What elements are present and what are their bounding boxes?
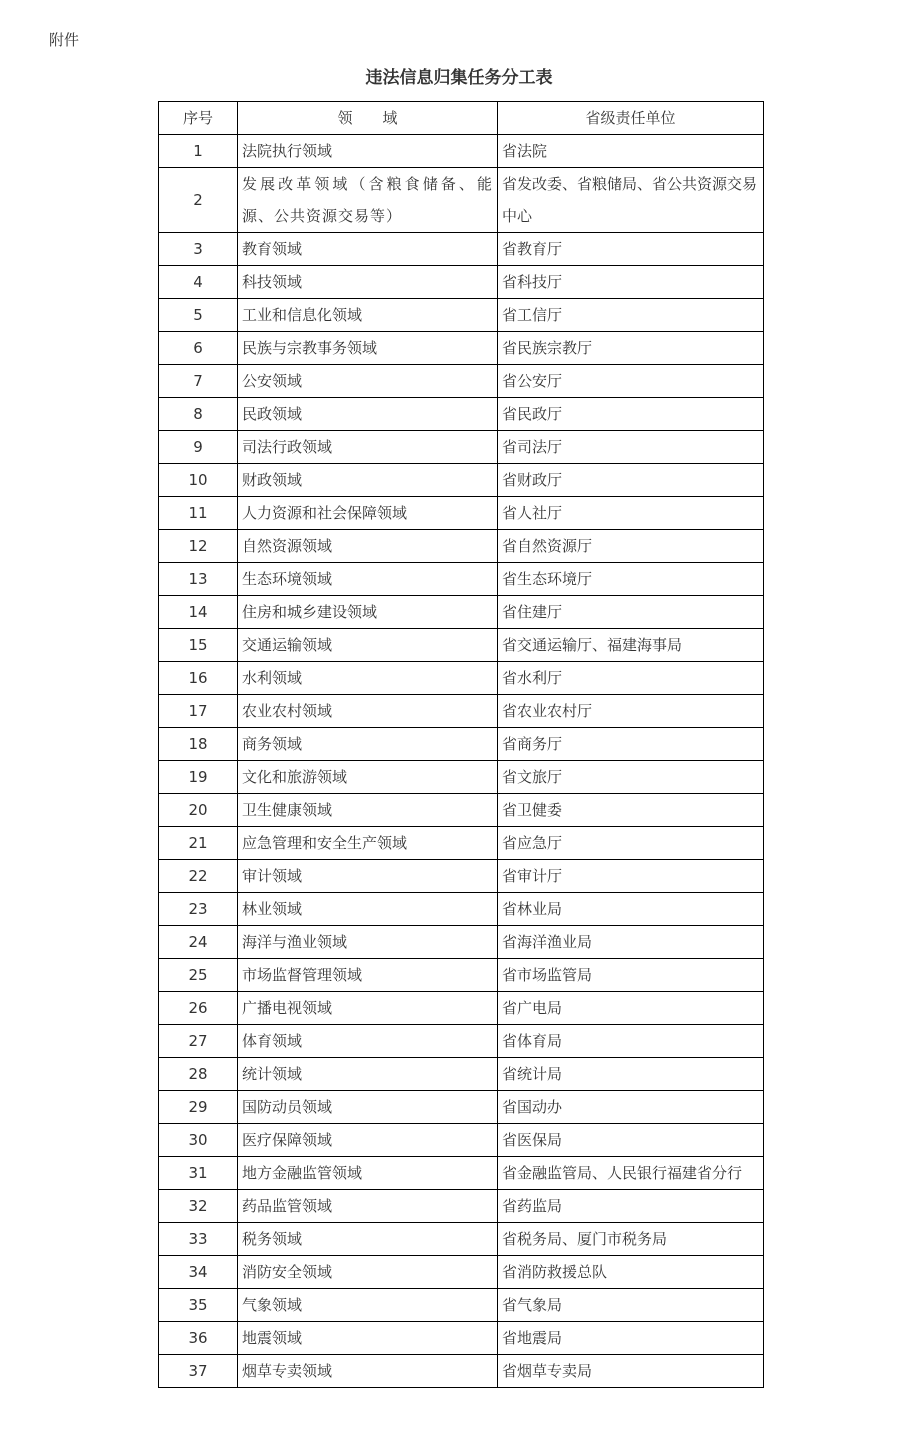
cell-serial-number: 7 [159,365,238,398]
table-row [159,1025,764,1058]
table-body [159,135,764,1388]
cell-responsible-unit: 省广电局 [498,992,764,1025]
table-row [159,431,764,464]
cell-responsible-unit: 省人社厅 [498,497,764,530]
cell-field: 税务领域 [238,1223,498,1256]
cell-serial-number: 24 [159,926,238,959]
cell-serial-number: 19 [159,761,238,794]
table-row [159,168,764,233]
cell-responsible-unit: 省文旅厅 [498,761,764,794]
cell-responsible-unit: 省教育厅 [498,233,764,266]
cell-responsible-unit: 省地震局 [498,1322,764,1355]
cell-field: 地方金融监管领域 [238,1157,498,1190]
cell-field: 气象领域 [238,1289,498,1322]
table-row [159,662,764,695]
cell-field: 卫生健康领域 [238,794,498,827]
cell-field: 司法行政领域 [238,431,498,464]
cell-serial-number: 17 [159,695,238,728]
cell-responsible-unit: 省林业局 [498,893,764,926]
header-serial-number: 序号 [159,102,238,135]
cell-serial-number: 32 [159,1190,238,1223]
table-row [159,827,764,860]
cell-responsible-unit: 省工信厅 [498,299,764,332]
cell-serial-number: 16 [159,662,238,695]
table-row [159,992,764,1025]
cell-field: 文化和旅游领域 [238,761,498,794]
cell-field: 药品监管领域 [238,1190,498,1223]
cell-field: 人力资源和社会保障领域 [238,497,498,530]
cell-responsible-unit: 省应急厅 [498,827,764,860]
cell-responsible-unit: 省农业农村厅 [498,695,764,728]
cell-serial-number: 2 [159,168,238,233]
table-header-row [159,102,764,135]
cell-field: 海洋与渔业领域 [238,926,498,959]
cell-serial-number: 14 [159,596,238,629]
cell-responsible-unit: 省税务局、厦门市税务局 [498,1223,764,1256]
cell-serial-number: 37 [159,1355,238,1388]
cell-field: 地震领域 [238,1322,498,1355]
table-row [159,332,764,365]
cell-responsible-unit: 省医保局 [498,1124,764,1157]
cell-responsible-unit: 省消防救援总队 [498,1256,764,1289]
cell-serial-number: 27 [159,1025,238,1058]
cell-responsible-unit: 省法院 [498,135,764,168]
cell-field: 烟草专卖领域 [238,1355,498,1388]
cell-serial-number: 28 [159,1058,238,1091]
table-row [159,1091,764,1124]
cell-responsible-unit: 省司法厅 [498,431,764,464]
cell-responsible-unit: 省药监局 [498,1190,764,1223]
table-row [159,1223,764,1256]
cell-serial-number: 33 [159,1223,238,1256]
cell-field: 体育领域 [238,1025,498,1058]
cell-responsible-unit: 省金融监管局、人民银行福建省分行 [498,1157,764,1190]
cell-field: 林业领域 [238,893,498,926]
cell-responsible-unit: 省体育局 [498,1025,764,1058]
cell-field: 住房和城乡建设领域 [238,596,498,629]
cell-responsible-unit: 省气象局 [498,1289,764,1322]
cell-serial-number: 29 [159,1091,238,1124]
cell-responsible-unit: 省交通运输厅、福建海事局 [498,629,764,662]
table-row [159,761,764,794]
cell-field: 国防动员领域 [238,1091,498,1124]
table-row [159,1322,764,1355]
cell-responsible-unit: 省统计局 [498,1058,764,1091]
table-row [159,1355,764,1388]
cell-field: 生态环境领域 [238,563,498,596]
cell-serial-number: 20 [159,794,238,827]
cell-responsible-unit: 省自然资源厅 [498,530,764,563]
cell-field: 消防安全领域 [238,1256,498,1289]
cell-serial-number: 4 [159,266,238,299]
cell-responsible-unit: 省财政厅 [498,464,764,497]
cell-field: 水利领域 [238,662,498,695]
cell-field: 商务领域 [238,728,498,761]
cell-field: 工业和信息化领域 [238,299,498,332]
cell-field: 科技领域 [238,266,498,299]
cell-responsible-unit: 省生态环境厅 [498,563,764,596]
cell-field: 财政领域 [238,464,498,497]
cell-serial-number: 10 [159,464,238,497]
header-field: 领 域 [238,102,498,135]
cell-field: 市场监督管理领域 [238,959,498,992]
table-row [159,794,764,827]
cell-field: 统计领域 [238,1058,498,1091]
cell-field: 民政领域 [238,398,498,431]
table-row [159,1256,764,1289]
task-allocation-table [158,101,764,1388]
cell-responsible-unit: 省公安厅 [498,365,764,398]
table-row [159,266,764,299]
cell-responsible-unit: 省发改委、省粮储局、省公共资源交易中心 [498,168,764,233]
cell-field: 农业农村领域 [238,695,498,728]
table-row [159,728,764,761]
cell-serial-number: 30 [159,1124,238,1157]
cell-responsible-unit: 省国动办 [498,1091,764,1124]
cell-field: 发展改革领域（含粮食储备、能源、公共资源交易等） [238,168,498,233]
table-row [159,1124,764,1157]
cell-serial-number: 23 [159,893,238,926]
table-row [159,464,764,497]
table-row [159,860,764,893]
table-row [159,1289,764,1322]
table-row [159,1157,764,1190]
table-row [159,629,764,662]
cell-serial-number: 36 [159,1322,238,1355]
document-title: 违法信息归集任务分工表 [365,68,553,88]
cell-serial-number: 6 [159,332,238,365]
cell-responsible-unit: 省海洋渔业局 [498,926,764,959]
cell-responsible-unit: 省水利厅 [498,662,764,695]
cell-serial-number: 18 [159,728,238,761]
cell-serial-number: 31 [159,1157,238,1190]
table-row [159,563,764,596]
table-row [159,135,764,168]
cell-serial-number: 34 [159,1256,238,1289]
cell-field: 广播电视领域 [238,992,498,1025]
table-row [159,398,764,431]
attachment-label: 附件 [49,31,80,49]
cell-responsible-unit: 省审计厅 [498,860,764,893]
cell-field: 医疗保障领域 [238,1124,498,1157]
table-row [159,1058,764,1091]
table-row [159,959,764,992]
cell-serial-number: 35 [159,1289,238,1322]
cell-serial-number: 21 [159,827,238,860]
table-row [159,893,764,926]
cell-responsible-unit: 省科技厅 [498,266,764,299]
cell-field: 公安领域 [238,365,498,398]
cell-responsible-unit: 省烟草专卖局 [498,1355,764,1388]
table-row [159,1190,764,1223]
cell-serial-number: 5 [159,299,238,332]
table-row [159,497,764,530]
cell-field: 交通运输领域 [238,629,498,662]
table-row [159,926,764,959]
table-row [159,695,764,728]
cell-serial-number: 11 [159,497,238,530]
cell-responsible-unit: 省商务厅 [498,728,764,761]
cell-field: 应急管理和安全生产领域 [238,827,498,860]
cell-serial-number: 25 [159,959,238,992]
cell-serial-number: 15 [159,629,238,662]
cell-serial-number: 26 [159,992,238,1025]
cell-serial-number: 3 [159,233,238,266]
table-row [159,299,764,332]
cell-serial-number: 8 [159,398,238,431]
cell-serial-number: 9 [159,431,238,464]
cell-responsible-unit: 省民政厅 [498,398,764,431]
cell-serial-number: 13 [159,563,238,596]
cell-field: 审计领域 [238,860,498,893]
cell-field: 法院执行领域 [238,135,498,168]
table-row [159,530,764,563]
cell-responsible-unit: 省民族宗教厅 [498,332,764,365]
cell-serial-number: 22 [159,860,238,893]
cell-responsible-unit: 省卫健委 [498,794,764,827]
cell-responsible-unit: 省市场监管局 [498,959,764,992]
cell-responsible-unit: 省住建厅 [498,596,764,629]
cell-field: 自然资源领域 [238,530,498,563]
table-row [159,233,764,266]
cell-field: 民族与宗教事务领域 [238,332,498,365]
cell-field: 教育领域 [238,233,498,266]
cell-serial-number: 1 [159,135,238,168]
cell-serial-number: 12 [159,530,238,563]
table-row [159,365,764,398]
header-responsible-unit: 省级责任单位 [498,102,764,135]
table-row [159,596,764,629]
